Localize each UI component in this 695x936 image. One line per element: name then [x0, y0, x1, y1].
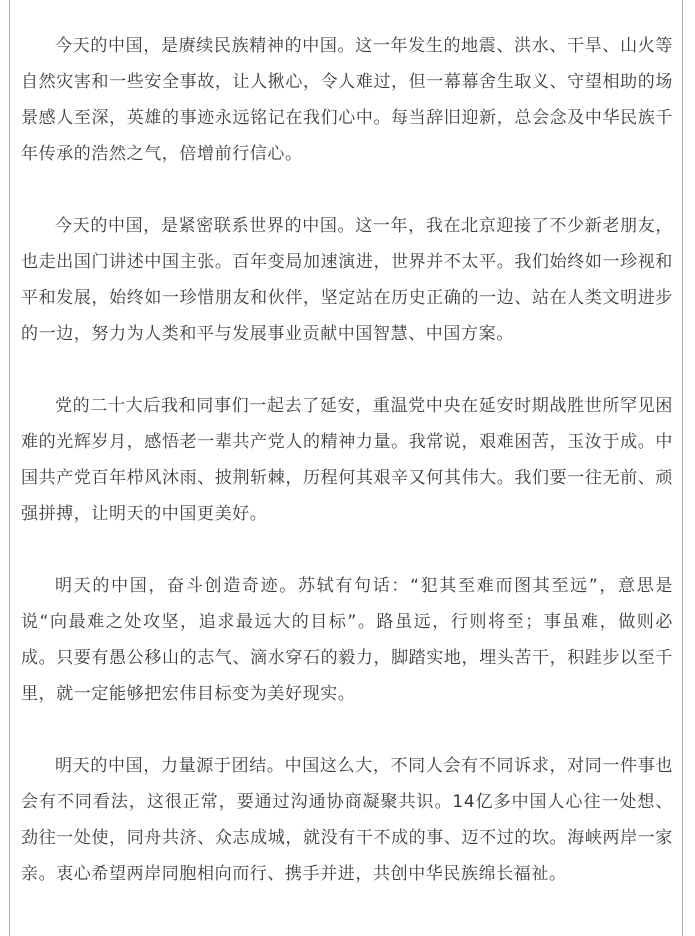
paragraph-5: 明天的中国，力量源于团结。中国这么大，不同人会有不同诉求，对同一件事也会有不同看法，这很正常，要通过沟通协商凝聚共识。14亿多中国人心往一处想、劲往一处使，同舟共济、众志成城，就没有干不成的事、迈不过的坎。海峡两岸一家亲。衷心希望两岸同胞相向而行、携手并进，共创中华民族绵长福祉。 — [21, 756, 673, 884]
paragraph-4: 明天的中国，奋斗创造奇迹。苏轼有句话：“犯其至难而图其至远”，意思是说“向最难之处攻坚，追求最远大的目标”。路虽远，行则将至；事虽难，做则必成。只要有愚公移山的志气、滴水穿石的毅力，脚踏实地，埋头苦干，积跬步以至千里，就一定能够把宏伟目标变为美好现实。 — [21, 576, 673, 704]
paragraph-3: 党的二十大后我和同事们一起去了延安，重温党中央在延安时期战胜世所罕见困难的光辉岁月，感悟老一辈共产党人的精神力量。我常说，艰难困苦，玉汝于成。中国共产党百年栉风沐雨、披荆斩棘，历程何其艰辛又何其伟大。我们要一往无前、顽强拼搏，让明天的中国更美好。 — [21, 396, 673, 524]
paragraph-1: 今天的中国，是赓续民族精神的中国。这一年发生的地震、洪水、干旱、山火等自然灾害和一些安全事故，让人揪心，令人难过，但一幕幕舍生取义、守望相助的场景感人至深，英雄的事迹永远铭记在我们心中。每当辞旧迎新，总会念及中华民族千年传承的浩然之气，倍增前行信心。 — [21, 36, 673, 164]
article-body — [21, 28, 673, 928]
paragraph-2: 今天的中国，是紧密联系世界的中国。这一年，我在北京迎接了不少新老朋友，也走出国门讲述中国主张。百年变局加速演进，世界并不太平。我们始终如一珍视和平和发展，始终如一珍惜朋友和伙伴，坚定站在历史正确的一边、站在人类文明进步的一边，努力为人类和平与发展事业贡献中国智慧、中国方案。 — [21, 216, 673, 344]
